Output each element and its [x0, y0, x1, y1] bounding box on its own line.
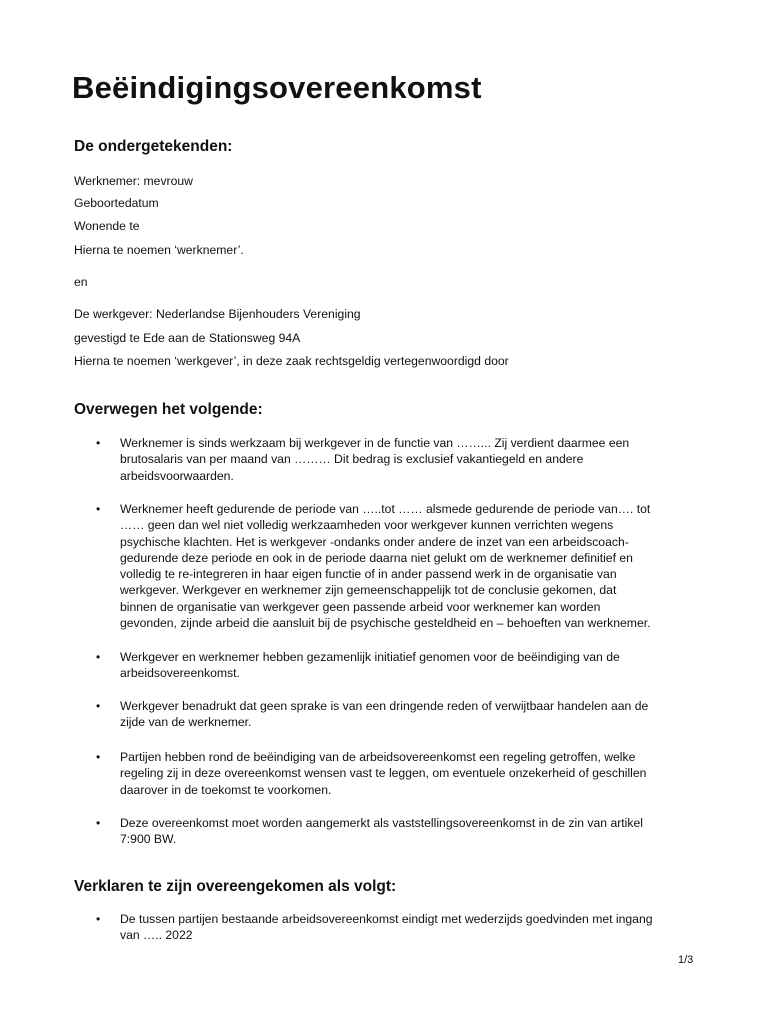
list-item-text: Werkgever en werknemer hebben gezamenlijk initiatief genomen voor de beëindiging van de arbeidsovereenkomst.: [120, 650, 620, 681]
employer-designation-line: Hierna te noemen ‘werkgever’, in deze zaak rechtsgeldig vertegenwoordigd door: [74, 354, 509, 368]
employer-line: De werkgever: Nederlandse Bijenhouders Vereniging: [74, 307, 361, 321]
section-heading-considerations: Overwegen het volgende:: [74, 401, 263, 418]
residence-line: Wonende te: [74, 219, 140, 233]
employee-line: Werknemer: mevrouw: [74, 174, 193, 188]
list-item-text: Werknemer heeft gedurende de periode van …..tot …… alsmede gedurende de periode van…. tot …… geen dan wel niet volledig werkzaamheden voor werkgever kunnen verrichten wegens psychische klachten. Het is werkgever -ondanks onder andere de inzet van een arbeidscoach- gedurende deze periode en ook in de periode daarna niet gelukt om de werknemer definitief en volledig te re-integreren in haar eigen functie of in ander passend werk in de organisatie van werkgever. Werkgever en werknemer zijn gemeenschappelijk tot de conclusie gekomen, dat binnen de organisatie van werkgever geen passende arbeid voor werknemer kan worden gevonden, zijnde arbeid die aansluit bij de psychische gesteldheid en – behoeften van werknemer.: [120, 502, 651, 631]
section-heading-agreements: Verklaren te zijn overeengekomen als volgt:: [74, 878, 397, 895]
bullet-icon: •: [96, 436, 101, 450]
list-item-text: De tussen partijen bestaande arbeidsovereenkomst eindigt met wederzijds goedvinden met ingang van ….. 2022: [120, 912, 653, 943]
document-title: Beëindigingsovereenkomst: [72, 70, 482, 105]
employer-address-line: gevestigd te Ede aan de Stationsweg 94A: [74, 331, 301, 345]
list-item-text: Deze overeenkomst moet worden aangemerkt als vaststellingsovereenkomst in de zin van artikel 7:900 BW.: [120, 816, 643, 847]
section-heading-parties: De ondergetekenden:: [74, 138, 233, 155]
bullet-icon: •: [96, 816, 101, 830]
bullet-icon: •: [96, 502, 101, 516]
employee-designation-line: Hierna te noemen ‘werknemer’.: [74, 243, 244, 257]
bullet-icon: •: [96, 650, 101, 664]
bullet-icon: •: [96, 750, 101, 764]
list-item-text: Partijen hebben rond de beëindiging van de arbeidsovereenkomst een regeling getroffen, welke regeling zij in deze overeenkomst wensen vast te leggen, om eventuele onzekerheid of geschillen daarover in de toekomst te voorkomen.: [120, 750, 647, 797]
page-number: 1/3: [678, 954, 694, 966]
bullet-icon: •: [96, 912, 101, 926]
list-item-text: Werkgever benadrukt dat geen sprake is van een dringende reden of verwijtbaar handelen aan de zijde van de werknemer.: [120, 699, 649, 730]
bullet-icon: •: [96, 699, 101, 713]
birthdate-line: Geboortedatum: [74, 196, 159, 210]
list-item-text: Werknemer is sinds werkzaam bij werkgever in de functie van ……... Zij verdient daarmee een brutosalaris van per maand van ……… Dit bedrag is exclusief vakantiegeld en andere arbeidsvoorwaarden.: [120, 436, 630, 483]
conjunction-line: en: [74, 275, 88, 289]
